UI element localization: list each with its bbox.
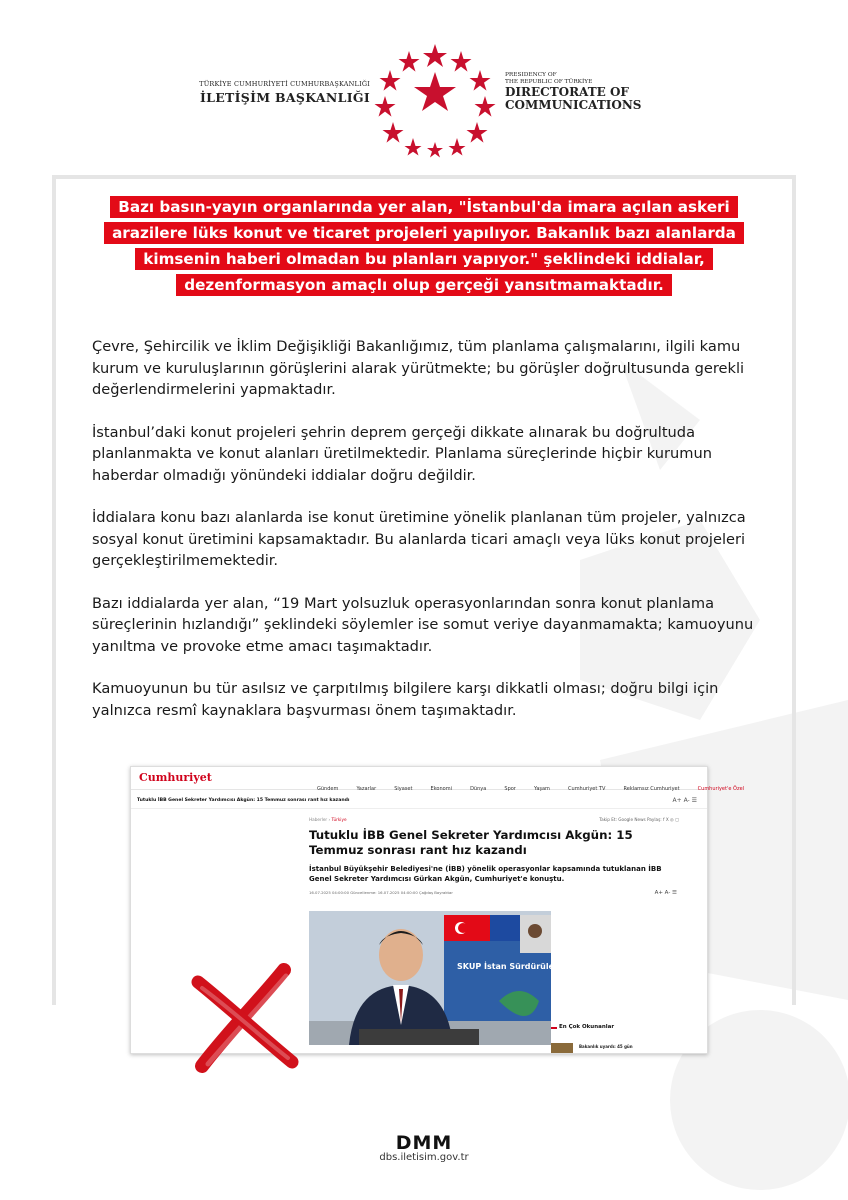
topbar-controls: A+ A- ☰ <box>672 797 697 804</box>
headline-line: dezenformasyon amaçlı olup gerçeği yansıtmamaktadır. <box>176 274 672 296</box>
dmm-logo <box>373 1132 475 1152</box>
nav-item: Ekonomi <box>430 786 452 792</box>
presidential-emblem-icon <box>377 38 493 154</box>
header-left-small: TÜRKİYE CUMHURİYETİ CUMHURBAŞKANLIĞI <box>199 80 370 88</box>
headline-line: kimsenin haberi olmadan bu planları yapıyor." şeklindeki iddialar, <box>135 248 712 270</box>
article-title: Tutuklu İBB Genel Sekreter Yardımcısı Akgün: 15 Temmuz sonrası rant hız kazandı <box>309 828 633 857</box>
news-navbar <box>131 767 745 792</box>
paragraph: İstanbul’daki konut projeleri şehrin deprem gerçeği dikkate alınarak bu doğrultuda planlanmakta ve konut alanları üretilmektedir. Planlama süreçlerinde hiçbir kurumun haberdar olmadığı yönündeki iddialar doğru değildir. <box>92 423 712 484</box>
news-topbar <box>131 794 707 809</box>
headline-line: Bazı basın-yayın organlarında yer alan, "İstanbul'da imara açılan askeri <box>110 196 737 218</box>
header-right-small-2: THE REPUBLIC OF TÜRKİYE <box>505 79 593 85</box>
nav-item: Cumhuriyet TV <box>568 786 606 792</box>
nav-item: Yazarlar <box>356 786 377 792</box>
article-share-bar: Takip Et: Google News Paylaş: f X ◎ ▢ <box>599 817 679 822</box>
header-left-text <box>199 80 370 105</box>
nav-item: Yaşam <box>533 786 550 792</box>
body-text <box>92 336 764 742</box>
article-breadcrumb: Haberler › Türkiye <box>309 817 347 822</box>
photo-poster-text: SKUP İstan Sürdürülebilir el Ulaşım Planı <box>457 962 642 971</box>
article-meta: 16.07.2025 04:00:00 Güncellenme: 16.07.2025 04:00:00 Çağdaş Bayraktar A+ A- ☰ <box>309 890 677 896</box>
nav-item: Siyaset <box>394 786 413 792</box>
headline-line: arazilere lüks konut ve ticaret projeleri yapılıyor. Bakanlık bazı alanlarda <box>104 222 744 244</box>
article-lead: İstanbul Büyükşehir Belediyesi'ne (İBB) yönelik operasyonlar kapsamında tutuklanan İBB Genel Sekreter Yardımcısı Gürkan Akgün, Cumhuriyet'e konuştu. <box>309 865 662 883</box>
header-right-small-1: PRESIDENCY OF <box>505 72 557 78</box>
cumhuriyet-logo: Cumhuriyet <box>139 771 212 784</box>
sidebar-thumbnail <box>551 1043 573 1053</box>
dmm-logo-text: DMM <box>395 1132 453 1154</box>
sidebar-accent <box>551 1027 557 1029</box>
paragraph: Bazı iddialarda yer alan, “19 Mart yolsuzluk operasyonlarından sonra konut planlama süreçlerinin hızlandığı” şeklindeki söylemler ise somut veriye dayanmamakta; kamuoyunu yanıltma ve provoke etme amacı taşımaktadır. <box>92 594 754 655</box>
nav-item: Dünya <box>470 786 487 792</box>
frame-top <box>52 175 796 179</box>
topbar-title: Tutuklu İBB Genel Sekreter Yardımcısı Akgün: 15 Temmuz sonrası rant hız kazandı <box>137 798 350 803</box>
sidebar-item: Bakanlık uyardı: 45 gün <box>579 1044 633 1049</box>
footer-url: dbs.iletisim.gov.tr <box>379 1152 469 1163</box>
nav-item: Reklamsız Cumhuriyet <box>623 786 680 792</box>
red-x-mark-icon <box>188 962 304 1072</box>
paragraph: Çevre, Şehircilik ve İklim Değişikliği Bakanlığımız, tüm planlama çalışmalarını, ilgili kamu kurum ve kuruluşlarının görüşlerini alarak yürütmekte; bu görüşler doğrultusunda gerekli değerlendirmelerini yapmaktadır. <box>92 338 745 398</box>
paragraph: İddialara konu bazı alanlarda ise konut üretimine yönelik planlanan tüm projeler, yalnızca sosyal konut üretimini kapsamaktadır. Bu alanlarda ticari amaçlı veya lüks konut projeleri gerçekleştirilmemektedir. <box>92 509 746 569</box>
paragraph: Kamuoyunun bu tür asılsız ve çarpıtılmış bilgilere karşı dikkatli olması; doğru bilgi için yalnızca resmî kaynaklara başvurması önem taşımaktadır. <box>92 680 719 719</box>
headline <box>100 196 748 300</box>
header-left-title: İLETİŞİM BAŞKANLIĞI <box>199 90 370 105</box>
nav-item: Cumhuriyet'e Özel <box>697 786 745 792</box>
news-nav-items <box>317 775 757 794</box>
nav-item: Spor <box>504 786 516 792</box>
header <box>0 0 848 170</box>
frame-right <box>792 175 796 1005</box>
frame-left <box>52 175 56 1005</box>
header-right-title-2: COMMUNICATIONS <box>505 98 642 112</box>
header-right-text <box>505 72 641 112</box>
header-right-title-1: DIRECTORATE OF <box>505 85 629 99</box>
sidebar-title: En Çok Okunanlar <box>559 1024 615 1030</box>
news-article <box>309 817 679 895</box>
nav-item: Gündem <box>317 786 339 792</box>
